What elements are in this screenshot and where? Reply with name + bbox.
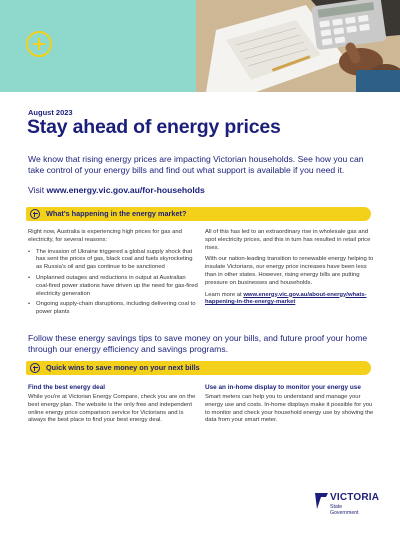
section-banner-energy-market bbox=[26, 207, 371, 221]
paragraph: With our nation-leading transition to renewable energy helping to insulate Victorians, our energy price increases have been less than in other states. However, rising energy bills are putting pressure on businesses and households. bbox=[205, 256, 374, 286]
section-heading: What's happening in the energy market? bbox=[46, 209, 187, 218]
market-left-column bbox=[28, 229, 198, 320]
calculator-photo bbox=[196, 0, 400, 92]
hero-banner bbox=[0, 0, 400, 92]
households-link[interactable]: www.energy.vic.gov.au/for-households bbox=[46, 185, 205, 195]
page-title: Stay ahead of energy prices bbox=[27, 116, 281, 138]
plus-circle-icon bbox=[30, 209, 40, 219]
paragraph: All of this has led to an extraordinary rise in wholesale gas and spot electricity prices, and this in turn has resulted in retail price rises. bbox=[205, 229, 371, 251]
list-item: • The invasion of Ukraine triggered a global supply shock that has sent the prices of gas, black coal and fuels skyrocketing as Russia's oil and gas continue to be sanctioned bbox=[28, 249, 198, 272]
section-heading: Quick wins to save money on your next bills bbox=[46, 363, 200, 372]
learn-more-prefix: Learn more at bbox=[205, 291, 244, 298]
learn-more bbox=[205, 292, 375, 308]
energy-market-link[interactable]: www.energy.vic.gov.au/about-energy/whats-happening-in-the-energy-market bbox=[205, 291, 367, 306]
in-home-display-body: Smart meters can help you to understand and manage your energy use and costs. In-home displays make it possible for you to monitor and check your household energy use by showing the data from your smart meter. bbox=[205, 394, 374, 424]
best-deal-body: While you're at Victorian Energy Compare, check you are on the best energy plan. The website is the only free and independent online energy price comparison service for Victorians and is always the best place to find your best energy deal. bbox=[28, 394, 196, 424]
list-item: • Ongoing supply-chain disruptions, including delivering coal to power plants bbox=[28, 301, 198, 317]
visit-line bbox=[28, 185, 205, 195]
visit-prefix: Visit bbox=[28, 185, 47, 195]
intro-paragraph: We know that rising energy prices are impacting Victorian households. See how you can take control of your energy bills and find out what support is available if you need it. bbox=[28, 154, 364, 175]
logo-wordmark: VICTORIA bbox=[330, 492, 380, 503]
reasons-list bbox=[28, 249, 198, 317]
subheading-best-deal: Find the best energy deal bbox=[28, 384, 106, 391]
list-item: • Unplanned outages and reductions in output at Australian coal-fired power stations have driven up the need for gas-fired electricity generation bbox=[28, 275, 198, 298]
plus-circle-icon bbox=[30, 363, 40, 373]
follow-paragraph: Follow these energy savings tips to save money on your bills, and future proof your home through our energy efficiency and savings programs. bbox=[28, 333, 368, 354]
plus-circle-icon bbox=[26, 31, 52, 57]
market-right-column bbox=[205, 229, 375, 311]
market-intro: Right now, Australia is experiencing high prices for gas and electricity, for several reasons: bbox=[28, 229, 182, 243]
hero-teal-panel bbox=[0, 0, 196, 92]
publication-date: August 2023 bbox=[28, 108, 73, 117]
logo-subtext: State Government bbox=[330, 504, 359, 516]
subheading-in-home-display: Use an in-home display to monitor your energy use bbox=[205, 384, 361, 391]
section-banner-quick-wins bbox=[26, 361, 371, 375]
